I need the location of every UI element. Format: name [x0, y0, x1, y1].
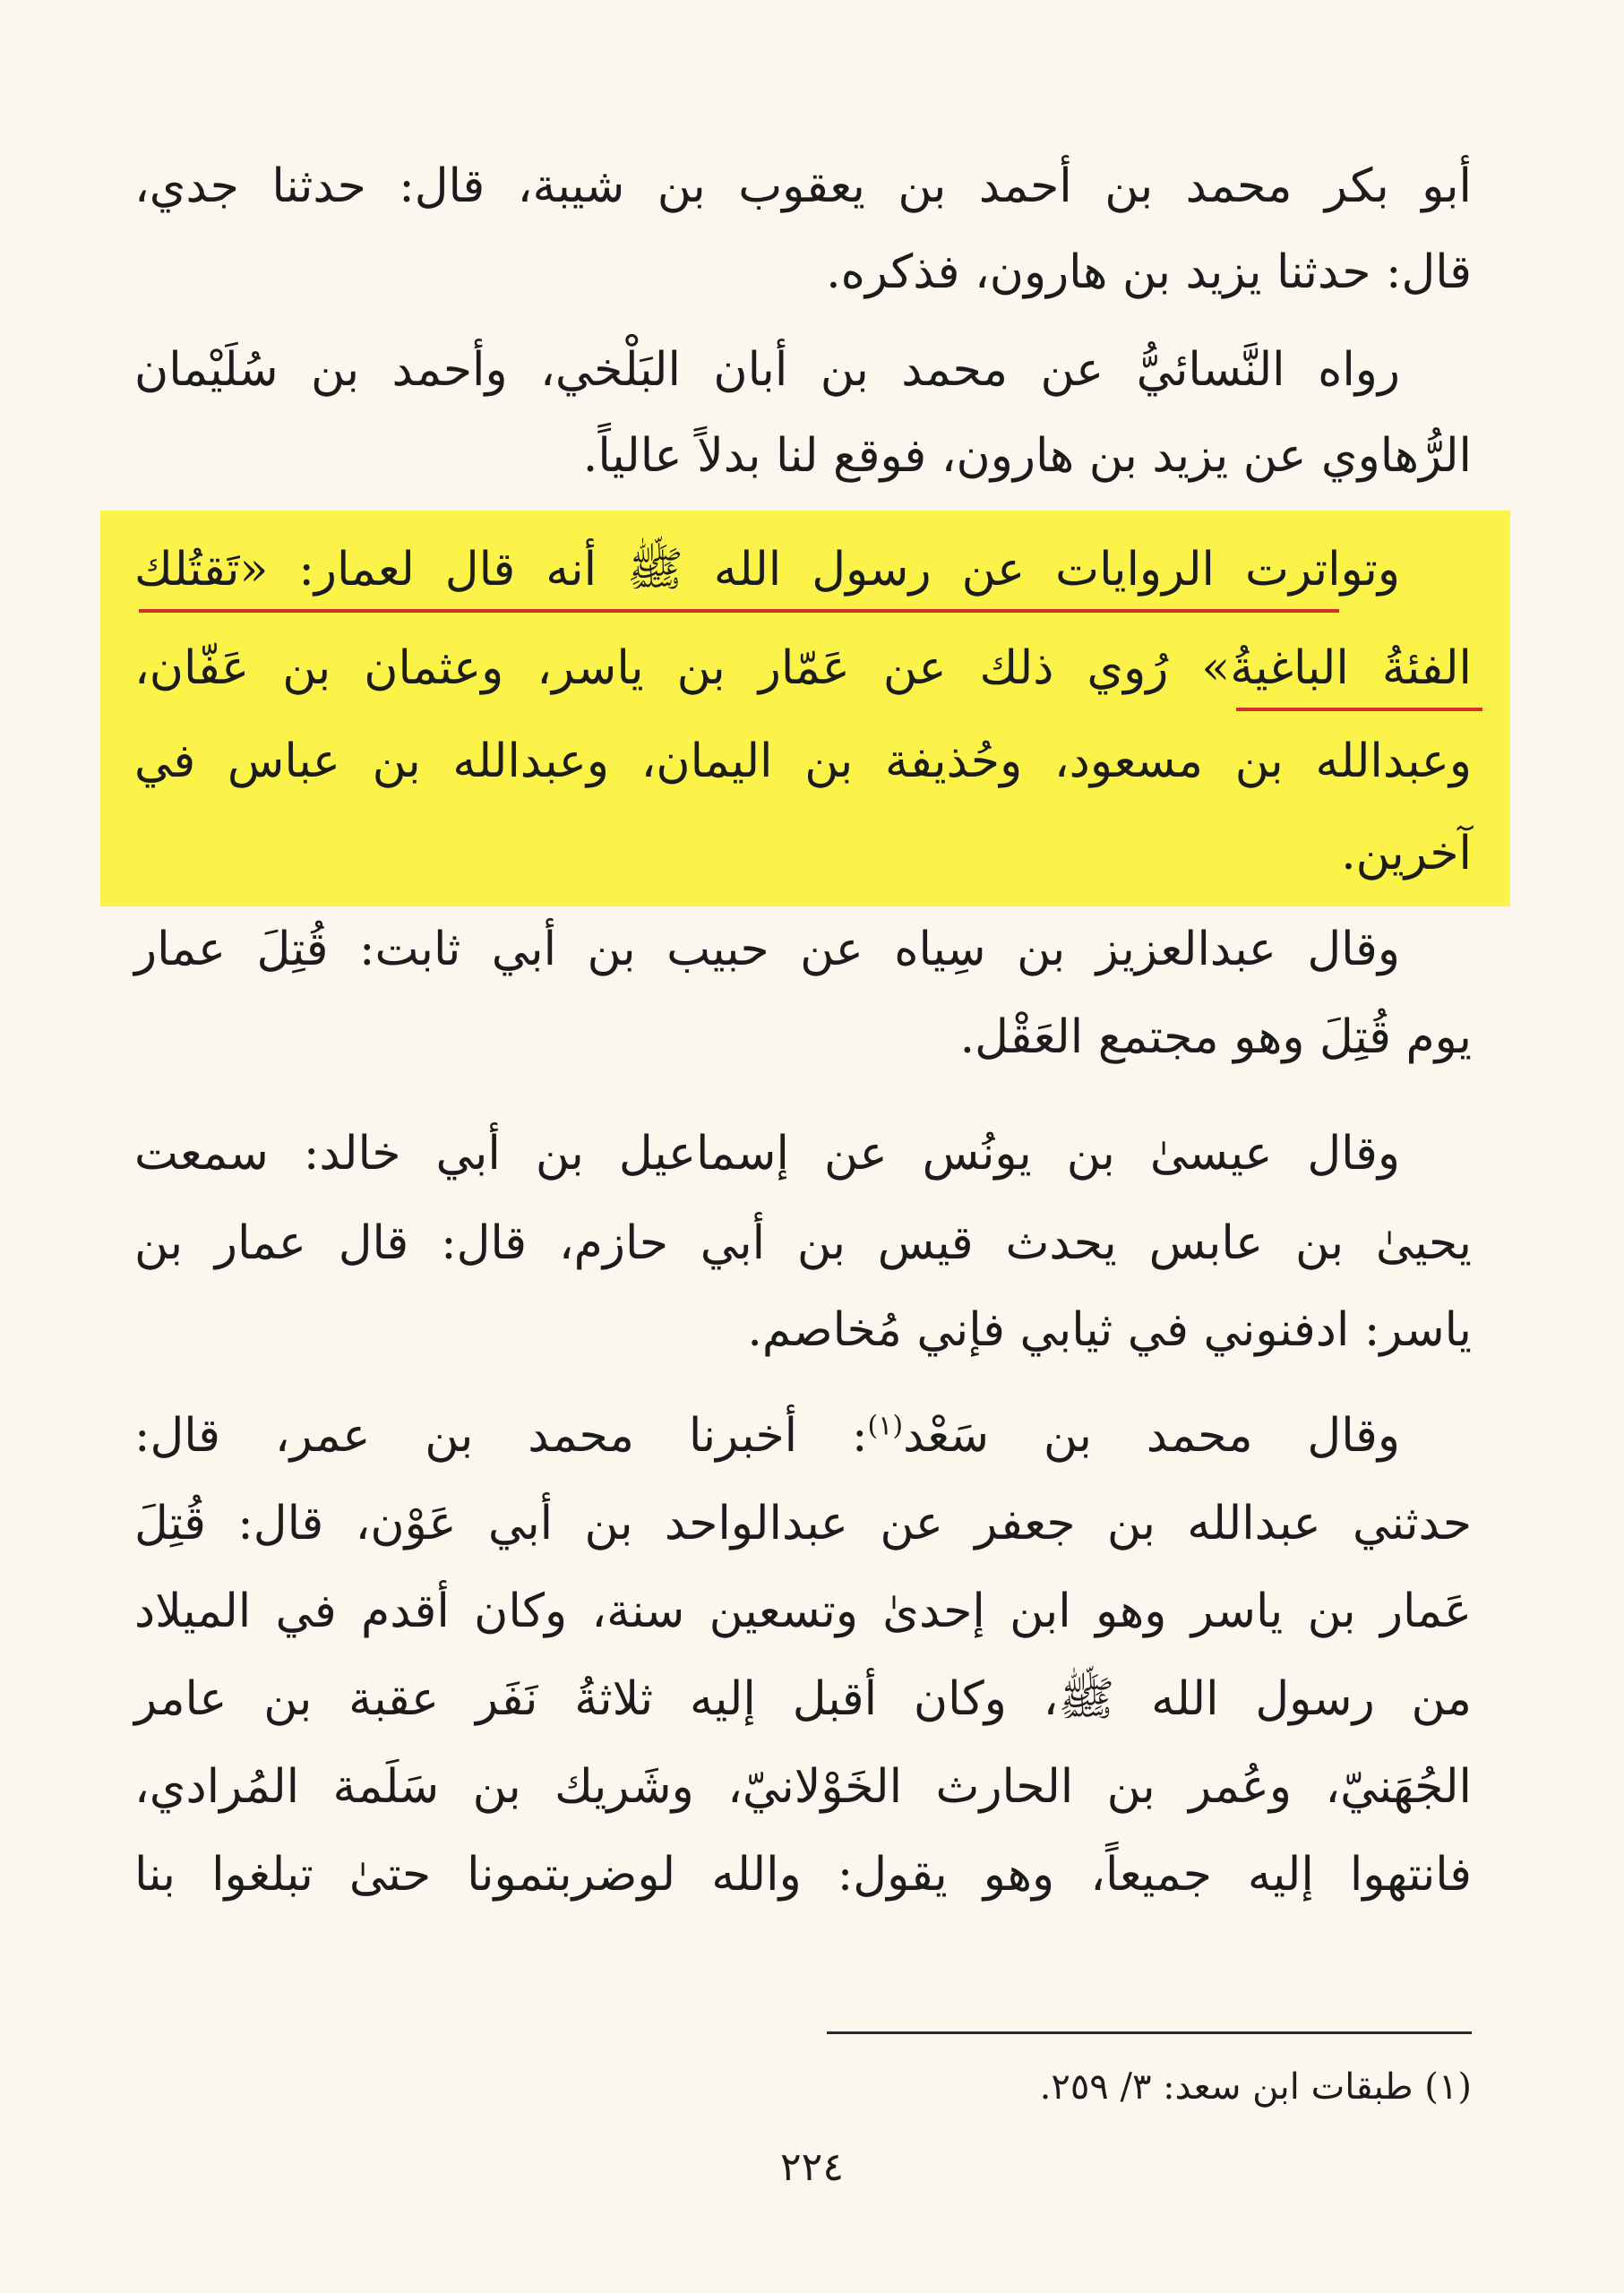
footnote-reference: (١)	[867, 1410, 904, 1442]
highlighted-text-line: آخرين.	[1341, 827, 1472, 880]
red-underline	[139, 609, 1339, 613]
text-line: رواه النَّسائيُّ عن محمد بن أبان البَلْخي، وأحمد بن سُلَيْمان	[134, 343, 1400, 397]
footnote-marker: (١)	[1424, 2066, 1472, 2108]
text-line: ياسر: ادفنوني في ثيابي فإني مُخاصم.	[747, 1303, 1472, 1357]
text-line: عَمار بن ياسر وهو ابن إحدىٰ وتسعين سنة، وكان أقدم في الميلاد	[134, 1584, 1472, 1638]
text-segment: وقال محمد بن سَعْد	[903, 1409, 1401, 1463]
text-line: يحيىٰ بن عابس يحدث قيس بن أبي حازم، قال: قال عمار بن	[134, 1216, 1472, 1270]
footnote-divider	[827, 2031, 1472, 2034]
text-line: من رسول الله ﷺ، وكان أقبل إليه ثلاثةُ نَفَر عقبة بن عامر	[134, 1672, 1472, 1726]
text-line	[134, 1393, 1400, 1479]
text-line: وقال عيسىٰ بن يونُس عن إسماعيل بن أبي خالد: سمعت	[134, 1127, 1400, 1181]
text-line: أبو بكر محمد بن أحمد بن يعقوب بن شيبة، قال: حدثنا جدي،	[134, 159, 1472, 213]
page-number: ٢٢٤	[780, 2144, 844, 2190]
footnote	[627, 2060, 1472, 2114]
highlighted-text-line: الفئةُ الباغيةُ» رُوي ذلك عن عَمّار بن ياسر، وعثمان بن عَفّان،	[134, 641, 1472, 695]
text-line: فانتهوا إليه جميعاً، وهو يقول: والله لوضربتمونا حتىٰ تبلغوا بنا	[134, 1848, 1472, 1902]
text-segment: : أخبرنا محمد بن عمر، قال:	[134, 1409, 868, 1463]
highlighted-text-line: وتواترت الروايات عن رسول الله ﷺ أنه قال لعمار: «تَقتُلك	[134, 543, 1400, 597]
text-line: الجُهَنيّ، وعُمر بن الحارث الخَوْلانيّ، وشَريك بن سَلَمة المُرادي،	[134, 1760, 1472, 1814]
red-underline	[1236, 708, 1482, 711]
text-line: وقال عبدالعزيز بن سِياه عن حبيب بن أبي ثابت: قُتِلَ عمار	[134, 923, 1400, 976]
footnote-text: طبقات ابن سعد: ٣/ ٢٥٩.	[1039, 2066, 1413, 2108]
text-line: الرُّهاوي عن يزيد بن هارون، فوقع لنا بدلاً عالياً.	[582, 429, 1472, 483]
highlighted-text-line: وعبدالله بن مسعود، وحُذيفة بن اليمان، وعبدالله بن عباس في	[134, 734, 1472, 788]
text-line: حدثني عبدالله بن جعفر عن عبدالواحد بن أبي عَوْن، قال: قُتِلَ	[134, 1497, 1472, 1550]
text-line: قال: حدثنا يزيد بن هارون، فذكره.	[826, 245, 1472, 299]
text-line: يوم قُتِلَ وهو مجتمع العَقْل.	[959, 1010, 1472, 1064]
